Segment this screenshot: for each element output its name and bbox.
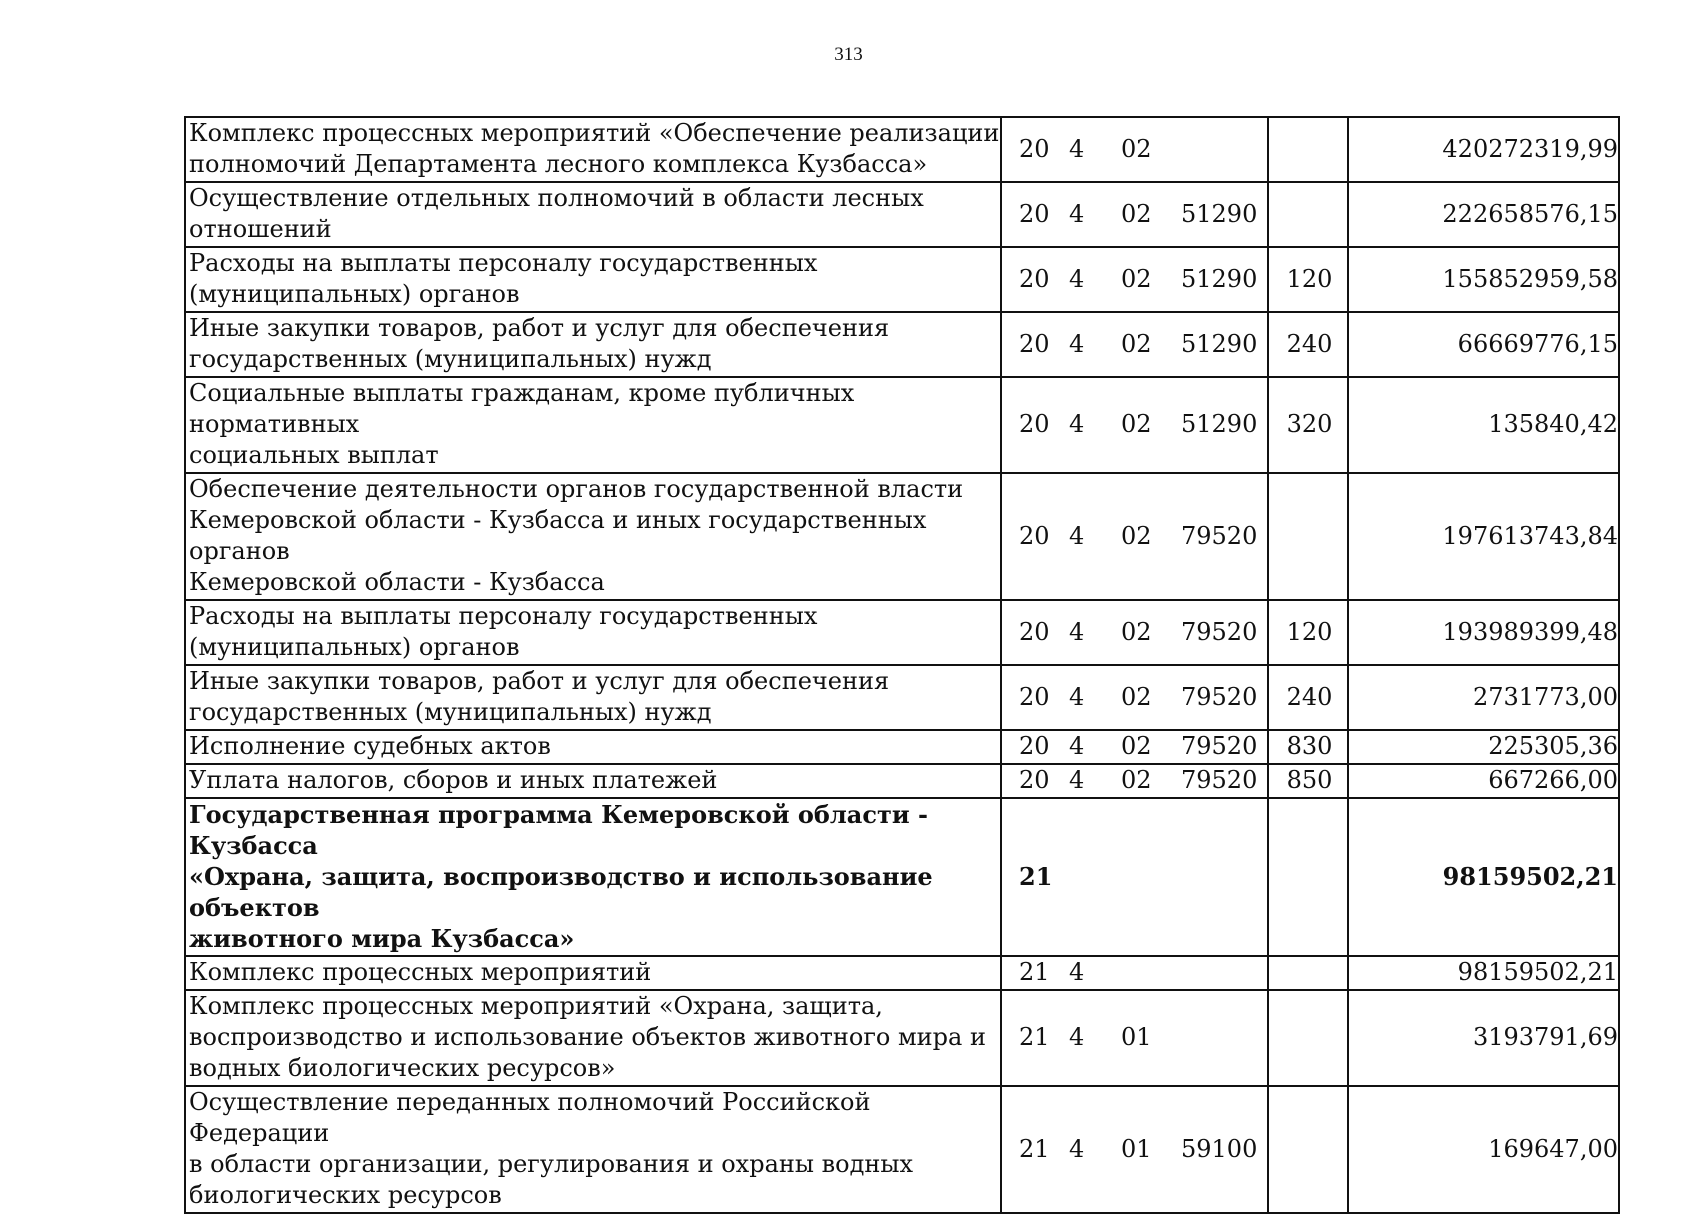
structural-element-code: 02 bbox=[1121, 617, 1152, 646]
expense-name-line: государственных (муниципальных) нужд bbox=[189, 345, 712, 373]
structural-element-code: 02 bbox=[1121, 329, 1152, 358]
amount-cell: 420272319,99 bbox=[1348, 117, 1619, 182]
expense-name-line: социальных выплат bbox=[189, 441, 439, 469]
expense-name-line: Осуществление переданных полномочий Российской Федерации bbox=[189, 1088, 871, 1147]
subprogram-code: 4 bbox=[1069, 732, 1085, 760]
table-row bbox=[185, 990, 1619, 1086]
expense-name-line: Кемеровской области - Кузбасса и иных государственных органов bbox=[189, 506, 927, 565]
subprogram-code: 4 bbox=[1069, 766, 1085, 794]
page-number: 313 bbox=[834, 44, 863, 65]
expense-name-cell bbox=[185, 956, 1001, 990]
program-code: 21 bbox=[1019, 1134, 1050, 1163]
subprogram-code: 4 bbox=[1069, 329, 1085, 358]
amount-cell: 98159502,21 bbox=[1348, 956, 1619, 990]
expense-name-cell bbox=[185, 600, 1001, 665]
expense-name-line: животного мира Кузбасса» bbox=[189, 924, 575, 953]
expense-name-line: водных биологических ресурсов» bbox=[189, 1054, 616, 1082]
target-article-cell bbox=[1001, 600, 1268, 665]
expense-name-cell bbox=[185, 665, 1001, 730]
target-article-cell bbox=[1001, 1086, 1268, 1213]
amount-cell: 155852959,58 bbox=[1348, 247, 1619, 312]
direction-code: 51290 bbox=[1181, 199, 1258, 228]
direction-code: 79520 bbox=[1181, 617, 1258, 646]
target-article-cell bbox=[1001, 182, 1268, 247]
program-code: 20 bbox=[1019, 682, 1050, 711]
target-article-cell bbox=[1001, 956, 1268, 990]
subprogram-code: 4 bbox=[1069, 682, 1085, 711]
subprogram-code: 4 bbox=[1069, 958, 1085, 986]
expense-name-line: (муниципальных) органов bbox=[189, 633, 520, 661]
amount-cell: 197613743,84 bbox=[1348, 473, 1619, 600]
expense-type-code bbox=[1268, 182, 1348, 247]
expense-name-cell bbox=[185, 247, 1001, 312]
expense-type-code bbox=[1268, 117, 1348, 182]
target-article-cell bbox=[1001, 473, 1268, 600]
expense-name-cell bbox=[185, 182, 1001, 247]
table-row bbox=[185, 764, 1619, 798]
expense-name-line: Расходы на выплаты персоналу государственных bbox=[189, 249, 818, 277]
subprogram-code: 4 bbox=[1069, 617, 1085, 646]
subprogram-code: 4 bbox=[1069, 1134, 1085, 1163]
expense-name-line: Осуществление отдельных полномочий в области лесных bbox=[189, 184, 924, 212]
table-row bbox=[185, 665, 1619, 730]
expense-type-code bbox=[1268, 1086, 1348, 1213]
expense-type-code: 320 bbox=[1268, 377, 1348, 473]
amount-cell: 135840,42 bbox=[1348, 377, 1619, 473]
amount-cell: 98159502,21 bbox=[1348, 798, 1619, 956]
subprogram-code: 4 bbox=[1069, 410, 1085, 438]
target-article-cell bbox=[1001, 377, 1268, 473]
expense-name-cell bbox=[185, 764, 1001, 798]
amount-cell: 2731773,00 bbox=[1348, 665, 1619, 730]
program-code: 20 bbox=[1019, 199, 1050, 228]
expense-name-line: Расходы на выплаты персоналу государственных bbox=[189, 602, 818, 630]
expense-name-line: Кемеровской области - Кузбасса bbox=[189, 568, 605, 596]
subprogram-code: 4 bbox=[1069, 1023, 1085, 1051]
direction-code: 51290 bbox=[1181, 410, 1258, 438]
amount-cell: 667266,00 bbox=[1348, 764, 1619, 798]
amount-cell: 222658576,15 bbox=[1348, 182, 1619, 247]
expense-name-line: Иные закупки товаров, работ и услуг для обеспечения bbox=[189, 314, 890, 342]
structural-element-code: 02 bbox=[1121, 410, 1152, 438]
program-code: 20 bbox=[1019, 134, 1050, 163]
expense-name-line: в области организации, регулирования и охраны водных bbox=[189, 1150, 913, 1178]
expense-name-line: Комплекс процессных мероприятий «Обеспечение реализации bbox=[189, 119, 1000, 147]
target-article-cell bbox=[1001, 665, 1268, 730]
table-row bbox=[185, 312, 1619, 377]
expense-name-line: (муниципальных) органов bbox=[189, 280, 520, 308]
table-row bbox=[185, 956, 1619, 990]
expense-type-code: 830 bbox=[1268, 730, 1348, 764]
expense-name-line: Социальные выплаты гражданам, кроме публичных нормативных bbox=[189, 379, 855, 438]
expense-type-code bbox=[1268, 473, 1348, 600]
expense-type-code bbox=[1268, 798, 1348, 956]
subprogram-code: 4 bbox=[1069, 521, 1085, 550]
expense-name-line: отношений bbox=[189, 215, 332, 243]
expense-name-cell bbox=[185, 990, 1001, 1086]
expense-name-line: Комплекс процессных мероприятий bbox=[189, 958, 652, 986]
subprogram-code: 4 bbox=[1069, 134, 1085, 163]
expense-name-line: полномочий Департамента лесного комплекса Кузбасса» bbox=[189, 150, 928, 178]
expense-name-cell bbox=[185, 377, 1001, 473]
subprogram-code: 4 bbox=[1069, 264, 1085, 293]
expense-type-code: 240 bbox=[1268, 312, 1348, 377]
program-code: 21 bbox=[1019, 958, 1050, 986]
target-article-cell bbox=[1001, 764, 1268, 798]
expense-type-code bbox=[1268, 956, 1348, 990]
program-code: 21 bbox=[1019, 862, 1053, 891]
budget-table-body bbox=[185, 117, 1619, 1213]
expense-name-line: Иные закупки товаров, работ и услуг для обеспечения bbox=[189, 667, 890, 695]
direction-code: 79520 bbox=[1181, 521, 1258, 550]
expense-type-code bbox=[1268, 990, 1348, 1086]
expense-name-line: «Охрана, защита, воспроизводство и использование объектов bbox=[189, 862, 933, 922]
expense-name-cell bbox=[185, 117, 1001, 182]
expense-name-line: Уплата налогов, сборов и иных платежей bbox=[189, 766, 718, 794]
expense-name-line: биологических ресурсов bbox=[189, 1181, 502, 1209]
structural-element-code: 02 bbox=[1121, 521, 1152, 550]
expense-name-cell bbox=[185, 473, 1001, 600]
direction-code: 59100 bbox=[1181, 1134, 1258, 1163]
program-code: 20 bbox=[1019, 732, 1050, 760]
expense-name-line: Обеспечение деятельности органов государственной власти bbox=[189, 475, 964, 503]
table-row bbox=[185, 182, 1619, 247]
structural-element-code: 02 bbox=[1121, 732, 1152, 760]
subprogram-code: 4 bbox=[1069, 199, 1085, 228]
expense-type-code: 120 bbox=[1268, 600, 1348, 665]
table-row bbox=[185, 798, 1619, 956]
structural-element-code: 02 bbox=[1121, 134, 1152, 163]
table-row bbox=[185, 117, 1619, 182]
program-code: 20 bbox=[1019, 329, 1050, 358]
expense-name-line: воспроизводство и использование объектов животного мира и bbox=[189, 1023, 986, 1051]
direction-code: 51290 bbox=[1181, 329, 1258, 358]
program-code: 20 bbox=[1019, 617, 1050, 646]
table-row bbox=[185, 377, 1619, 473]
table-row bbox=[185, 1086, 1619, 1213]
expense-name-line: государственных (муниципальных) нужд bbox=[189, 698, 712, 726]
target-article-cell bbox=[1001, 312, 1268, 377]
table-row bbox=[185, 473, 1619, 600]
target-article-cell bbox=[1001, 990, 1268, 1086]
structural-element-code: 02 bbox=[1121, 682, 1152, 711]
amount-cell: 225305,36 bbox=[1348, 730, 1619, 764]
expense-name-line: Государственная программа Кемеровской области - Кузбасса bbox=[189, 800, 928, 860]
target-article-cell bbox=[1001, 798, 1268, 956]
amount-cell: 3193791,69 bbox=[1348, 990, 1619, 1086]
direction-code: 79520 bbox=[1181, 732, 1258, 760]
target-article-cell bbox=[1001, 247, 1268, 312]
direction-code: 79520 bbox=[1181, 682, 1258, 711]
direction-code: 79520 bbox=[1181, 766, 1258, 794]
expense-name-cell bbox=[185, 1086, 1001, 1213]
expense-name-cell bbox=[185, 798, 1001, 956]
target-article-cell bbox=[1001, 730, 1268, 764]
program-code: 21 bbox=[1019, 1023, 1050, 1051]
expense-name-cell bbox=[185, 730, 1001, 764]
structural-element-code: 02 bbox=[1121, 766, 1152, 794]
amount-cell: 66669776,15 bbox=[1348, 312, 1619, 377]
structural-element-code: 01 bbox=[1121, 1023, 1152, 1051]
expense-name-cell bbox=[185, 312, 1001, 377]
structural-element-code: 02 bbox=[1121, 264, 1152, 293]
table-row bbox=[185, 247, 1619, 312]
budget-table bbox=[184, 116, 1620, 1214]
program-code: 20 bbox=[1019, 521, 1050, 550]
structural-element-code: 01 bbox=[1121, 1134, 1152, 1163]
expense-name-line: Исполнение судебных актов bbox=[189, 732, 551, 760]
program-code: 20 bbox=[1019, 410, 1050, 438]
expense-type-code: 120 bbox=[1268, 247, 1348, 312]
program-code: 20 bbox=[1019, 766, 1050, 794]
amount-cell: 169647,00 bbox=[1348, 1086, 1619, 1213]
target-article-cell bbox=[1001, 117, 1268, 182]
amount-cell: 193989399,48 bbox=[1348, 600, 1619, 665]
expense-name-line: Комплекс процессных мероприятий «Охрана, защита, bbox=[189, 992, 883, 1020]
table-row bbox=[185, 600, 1619, 665]
program-code: 20 bbox=[1019, 264, 1050, 293]
expense-type-code: 240 bbox=[1268, 665, 1348, 730]
expense-type-code: 850 bbox=[1268, 764, 1348, 798]
table-row bbox=[185, 730, 1619, 764]
structural-element-code: 02 bbox=[1121, 199, 1152, 228]
direction-code: 51290 bbox=[1181, 264, 1258, 293]
